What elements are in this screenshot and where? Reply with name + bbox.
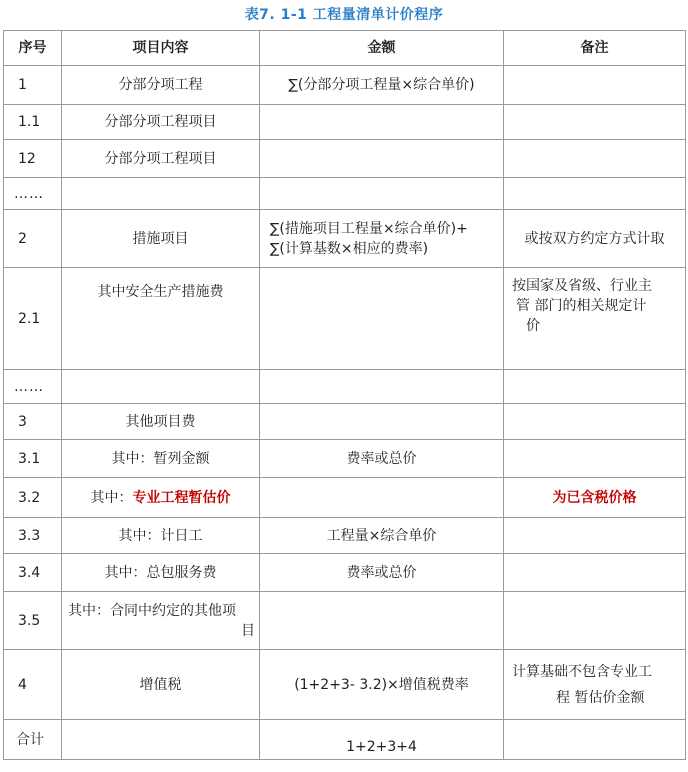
table-row <box>4 66 686 105</box>
remark-line: 管 部门的相关规定计 <box>516 298 647 314</box>
item-line: 其中：合同中约定的其他项 <box>68 602 236 619</box>
row-item: 其中安全生产措施费 <box>62 268 260 370</box>
row-item <box>62 720 260 760</box>
table-row <box>4 650 686 720</box>
row-amount <box>260 140 504 178</box>
item-prefix: 其中： <box>90 489 133 506</box>
row-no: 3.3 <box>4 518 62 554</box>
item-highlight: 专业工程暂估价 <box>132 489 231 506</box>
remark-line: 价 <box>526 318 540 334</box>
row-remark <box>504 440 686 478</box>
item-line: 目 <box>241 622 255 639</box>
row-amount <box>260 370 504 404</box>
row-remark <box>504 554 686 592</box>
row-item: 分部分项工程 <box>62 66 260 105</box>
row-amount: (1+2+3- 3.2)×增值税费率 <box>260 650 504 720</box>
row-item <box>62 370 260 404</box>
row-amount <box>260 178 504 210</box>
row-remark <box>504 370 686 404</box>
row-no: 4 <box>4 650 62 720</box>
row-remark <box>504 178 686 210</box>
row-amount <box>260 105 504 140</box>
table-row <box>4 440 686 478</box>
table-row <box>4 210 686 268</box>
row-item: 其他项目费 <box>62 404 260 440</box>
row-no: 3.5 <box>4 592 62 650</box>
row-no: 3.1 <box>4 440 62 478</box>
row-no: 3.2 <box>4 478 62 518</box>
table-row <box>4 404 686 440</box>
table-row <box>4 140 686 178</box>
row-amount: 1+2+3+4 <box>260 720 504 760</box>
remark-line: 按国家及省级、行业主 <box>512 278 652 294</box>
row-item: 其中：总包服务费 <box>62 554 260 592</box>
table-row <box>4 268 686 370</box>
row-item <box>62 592 260 650</box>
row-remark <box>504 720 686 760</box>
remark-line: 计算基础不包含专业工 <box>512 663 652 680</box>
row-remark: 或按双方约定方式计取 <box>504 210 686 268</box>
row-remark <box>504 592 686 650</box>
pricing-procedure-table <box>3 30 686 760</box>
row-remark <box>504 404 686 440</box>
row-no: 1 <box>4 66 62 105</box>
row-no: 2.1 <box>4 268 62 370</box>
table-row <box>4 178 686 210</box>
row-amount: 费率或总价 <box>260 554 504 592</box>
table-row <box>4 370 686 404</box>
row-remark <box>504 518 686 554</box>
table-row <box>4 518 686 554</box>
header-amount: 金额 <box>260 31 504 66</box>
row-remark <box>504 105 686 140</box>
table-row <box>4 105 686 140</box>
row-amount <box>260 592 504 650</box>
table-row <box>4 592 686 650</box>
table-header-row <box>4 31 686 66</box>
row-amount <box>260 404 504 440</box>
row-no: …… <box>4 370 62 404</box>
table-row-total <box>4 720 686 760</box>
row-item: 其中：暂列金额 <box>62 440 260 478</box>
row-item: 措施项目 <box>62 210 260 268</box>
row-amount <box>260 478 504 518</box>
header-remark: 备注 <box>504 31 686 66</box>
remark-line: 程 暂估价金额 <box>556 689 645 706</box>
row-amount <box>260 210 504 268</box>
header-no: 序号 <box>4 31 62 66</box>
row-remark: 为已含税价格 <box>504 478 686 518</box>
row-amount: 费率或总价 <box>260 440 504 478</box>
row-no: 12 <box>4 140 62 178</box>
row-remark <box>504 650 686 720</box>
row-item: 分部分项工程项目 <box>62 105 260 140</box>
row-no: 2 <box>4 210 62 268</box>
row-item: 其中：计日工 <box>62 518 260 554</box>
row-item: 分部分项工程项目 <box>62 140 260 178</box>
table-row <box>4 554 686 592</box>
row-item <box>62 178 260 210</box>
row-remark <box>504 66 686 105</box>
amount-line: ∑(措施项目工程量×综合单价)+ <box>270 220 468 237</box>
row-item <box>62 478 260 518</box>
header-item: 项目内容 <box>62 31 260 66</box>
row-no: …… <box>4 178 62 210</box>
row-remark <box>504 268 686 370</box>
row-remark <box>504 140 686 178</box>
row-no: 3 <box>4 404 62 440</box>
row-no: 合计 <box>4 720 62 760</box>
table-row <box>4 478 686 518</box>
table-caption: 表7. 1-1 工程量清单计价程序 <box>244 7 444 23</box>
row-amount: 工程量×综合单价 <box>260 518 504 554</box>
row-amount <box>260 268 504 370</box>
row-item: 增值税 <box>62 650 260 720</box>
row-amount: ∑(分部分项工程量×综合单价) <box>260 66 504 105</box>
row-no: 3.4 <box>4 554 62 592</box>
row-no: 1.1 <box>4 105 62 140</box>
amount-line: ∑(计算基数×相应的费率) <box>270 240 429 257</box>
